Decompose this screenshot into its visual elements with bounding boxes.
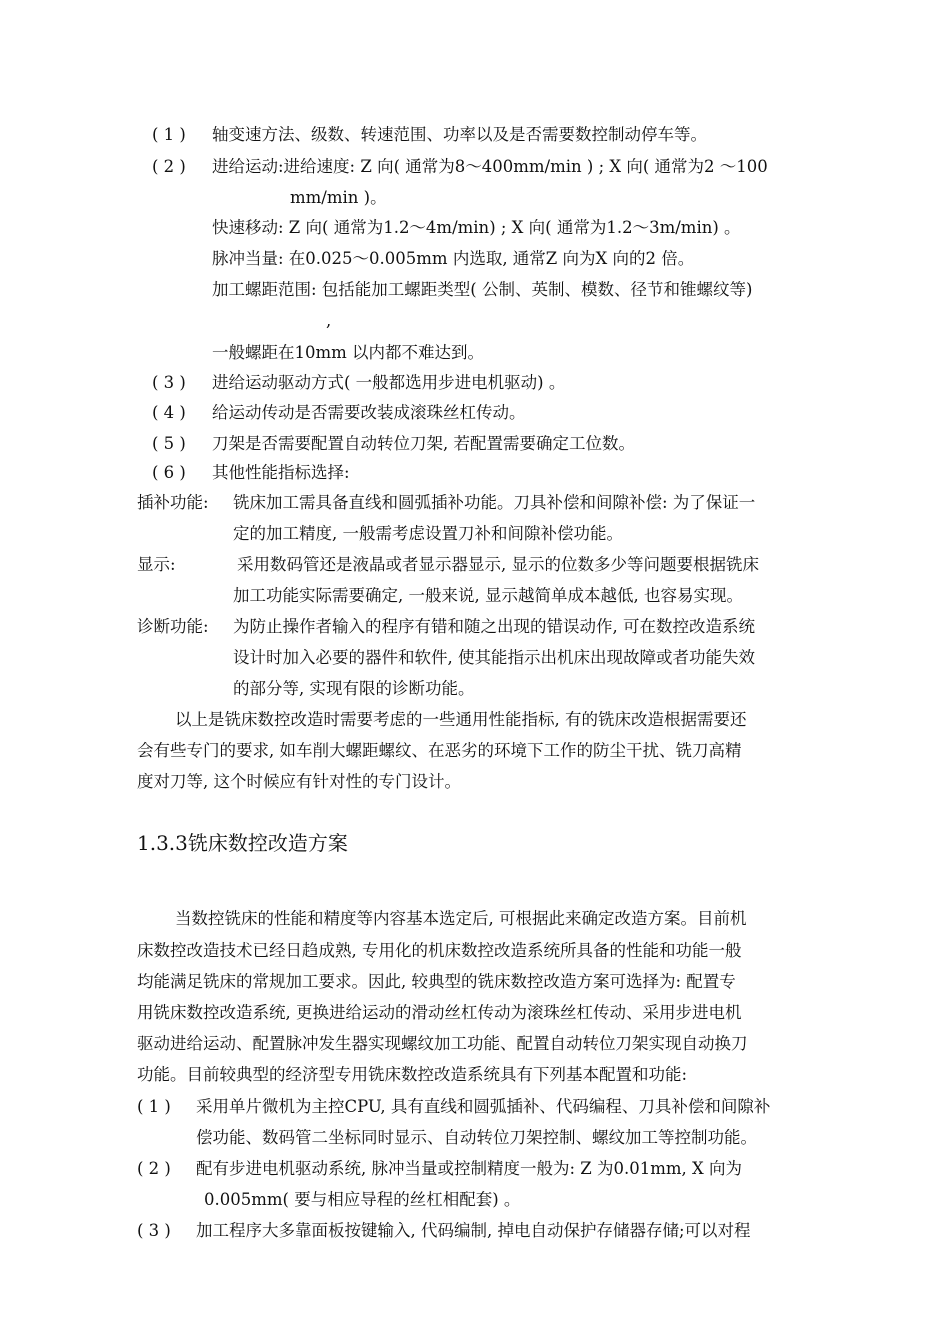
def-interpolation-term: 插补功能: — [137, 493, 209, 512]
def-display-line-2: 加工功能实际需要确定, 一般来说, 显示越简单成本越低, 也容易实现。 — [233, 586, 743, 605]
list1-thread-pitch-comma: , — [326, 311, 332, 330]
list1-item-3-number: ( 3 ) — [152, 373, 186, 392]
list2-item-2-continuation: 0.005mm( 要与相应导程的丝杠相配套) 。 — [204, 1190, 521, 1209]
list1-thread-pitch-range: 加工螺距范围: 包括能加工螺距类型( 公制、英制、模数、径节和锥螺纹等) — [212, 280, 753, 299]
list1-item-5-text: 刀架是否需要配置自动转位刀架, 若配置需要确定工位数。 — [212, 434, 635, 453]
para2-line-1: 当数控铣床的性能和精度等内容基本选定后, 可根据此来确定改造方案。目前机 — [175, 909, 747, 928]
list2-item-1-number: ( 1 ) — [137, 1097, 171, 1116]
list2-item-2-number: ( 2 ) — [137, 1159, 171, 1178]
para2-line-3: 均能满足铣床的常规加工要求。因此, 较典型的铣床数控改造方案可选择为: 配置专 — [137, 972, 736, 991]
list1-item-4-number: ( 4 ) — [152, 403, 186, 422]
list1-item-6-number: ( 6 ) — [152, 463, 186, 482]
list2-item-1-continuation: 偿功能、数码管二坐标同时显示、自动转位刀架控制、螺纹加工等控制功能。 — [196, 1128, 757, 1147]
list1-pulse-equivalent: 脉冲当量: 在0.025～0.005mm 内选取, 通常Z 向为X 向的2 倍。 — [212, 249, 695, 268]
list2-item-1-text: 采用单片微机为主控CPU, 具有直线和圆弧插补、代码编程、刀具补偿和间隙补 — [196, 1097, 771, 1116]
list1-item-1-text: 轴变速方法、级数、转速范围、功率以及是否需要数控制动停车等。 — [212, 125, 707, 144]
list1-item-1-number: ( 1 ) — [152, 125, 186, 144]
list1-item-6-text: 其他性能指标选择: — [212, 463, 350, 482]
list2-item-2-text: 配有步进电机驱动系统, 脉冲当量或控制精度一般为: Z 为0.01mm, X 向为 — [196, 1159, 743, 1178]
para1-line-2: 会有些专门的要求, 如车削大螺距螺纹、在恶劣的环境下工作的防尘干扰、铣刀高精 — [137, 741, 742, 760]
list2-item-3-text: 加工程序大多靠面板按键输入, 代码编制, 掉电自动保护存储器存储;可以对程 — [196, 1221, 751, 1240]
list1-item-3-text: 进给运动驱动方式( 一般都选用步进电机驱动) 。 — [212, 373, 566, 392]
para2-line-2: 床数控改造技术已经日趋成熟, 专用化的机床数控改造系统所具备的性能和功能一般 — [137, 941, 742, 960]
list1-rapid-move: 快速移动: Z 向( 通常为1.2～4m/min) ; X 向( 通常为1.2～3m/min) 。 — [212, 218, 741, 237]
para1-line-3: 度对刀等, 这个时候应有针对性的专门设计。 — [137, 772, 461, 791]
def-diagnosis-line-3: 的部分等, 实现有限的诊断功能。 — [233, 679, 475, 698]
list1-item-2-number: ( 2 ) — [152, 157, 186, 176]
list1-item-5-number: ( 5 ) — [152, 434, 186, 453]
def-interpolation-line-2: 定的加工精度, 一般需考虑设置刀补和间隙补偿功能。 — [233, 524, 623, 543]
list1-thread-pitch-note: 一般螺距在10mm 以内都不难达到。 — [212, 343, 485, 362]
para2-line-4: 用铣床数控改造系统, 更换进给运动的滑动丝杠传动为滚珠丝杠传动、采用步进电机 — [137, 1003, 742, 1022]
para1-line-1: 以上是铣床数控改造时需要考虑的一些通用性能指标, 有的铣床改造根据需要还 — [175, 710, 747, 729]
list1-item-2-continuation: mm/min )。 — [290, 188, 387, 207]
para2-line-5: 驱动进给运动、配置脉冲发生器实现螺纹加工功能、配置自动转位刀架实现自动换刀 — [137, 1034, 748, 1053]
list2-item-3-number: ( 3 ) — [137, 1221, 171, 1240]
def-display-line-1: 采用数码管还是液晶或者显示器显示, 显示的位数多少等问题要根据铣床 — [237, 555, 759, 574]
def-display-term: 显示: — [137, 555, 176, 574]
list1-item-2-text: 进给运动:进给速度: Z 向( 通常为8～400mm/min ) ; X 向( 通常为2 ～100 — [212, 157, 768, 176]
def-interpolation-line-1: 铣床加工需具备直线和圆弧插补功能。刀具补偿和间隙补偿: 为了保证一 — [233, 493, 756, 512]
def-diagnosis-term: 诊断功能: — [137, 617, 209, 636]
section-heading: 1.3.3铣床数控改造方案 — [137, 831, 348, 855]
para2-line-6: 功能。目前较典型的经济型专用铣床数控改造系统具有下列基本配置和功能: — [137, 1065, 688, 1084]
def-diagnosis-line-1: 为防止操作者输入的程序有错和随之出现的错误动作, 可在数控改造系统 — [233, 617, 755, 636]
list1-item-4-text: 给运动传动是否需要改装成滚珠丝杠传动。 — [212, 403, 526, 422]
def-diagnosis-line-2: 设计时加入必要的器件和软件, 使其能指示出机床出现故障或者功能失效 — [233, 648, 755, 667]
